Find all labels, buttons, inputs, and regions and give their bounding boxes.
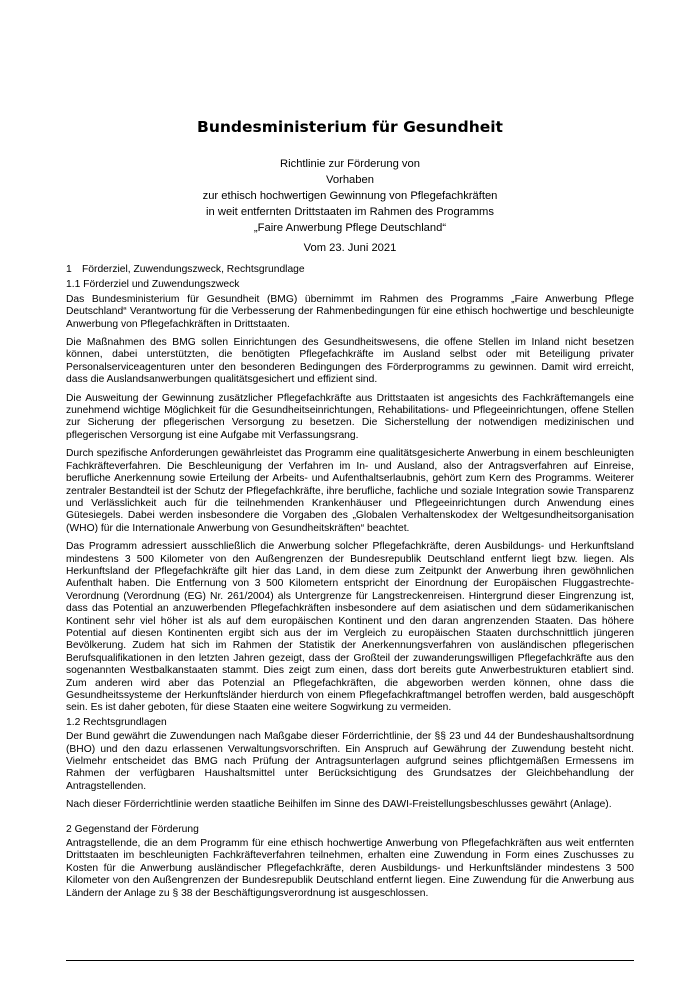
paragraph: Die Maßnahmen des BMG sollen Einrichtungen des Gesundheitswesens, die offene Stellen im Inland nicht besetzen können, dabei unterstützten, die benötigten Pflegefachkräfte im Ausland selbst oder mit Beteiligung privater Personalserviceagenturen unter den besonderen Bedingungen des Förderprogramms zu gewinnen. Damit wird erreicht, dass die Auslandsanwerbungen qualitätsgesichert und effizient sind.	[66, 337, 634, 386]
paragraph: Der Bund gewährt die Zuwendungen nach Maßgabe dieser Förderrichtlinie, der §§ 23 und 44 der Bundeshaushaltsordnung (BHO) und den dazu erlassenen Verwaltungsvorschriften. Ein Anspruch auf Gewährung der Zuwendung besteht nicht. Vielmehr entscheidet das BMG nach Prüfung der Antragsunterlagen aufgrund seines pflichtgemäßen Ermessens im Rahmen der verfügbaren Haushaltsmittel unter Berücksichtigung des Grundsatzes der Gleichbehandlung der Antragstellenden.	[66, 731, 634, 792]
title-line: zur ethisch hochwertigen Gewinnung von Pflegefachkräften	[202, 190, 498, 202]
subsection-1-1-heading: 1.1 Förderziel und Zuwendungszweck	[66, 279, 240, 291]
paragraph: Die Ausweitung der Gewinnung zusätzlicher Pflegefachkräfte aus Drittstaaten ist angesichts des Fachkräftemangels eine zunehmend wichtige Möglichkeit für die Gesundheitseinrichtungen, Rehabilitations- und Pflegeeinrichtungen, offene Stellen zur Sicherung der pflegerischen Versorgung zu besetzen. Die Sicherstellung der notwendigen medizinischen und pflegerischen Versorgung ist eine Aufgabe mit Verfassungsrang.	[66, 392, 634, 441]
subsection-1-2-heading: 1.2 Rechtsgrundlagen	[66, 716, 167, 728]
paragraph: Das Bundesministerium für Gesundheit (BMG) übernimmt im Rahmen des Programms „Faire Anwerbung Pflege Deutschland“ Verantwortung für die Verbesserung der Rahmenbedingungen für eine ethisch hochwertige und beschleunigte Anwerbung von Pflegefachkräften in Drittstaaten.	[66, 293, 634, 330]
footer-divider	[66, 960, 634, 961]
ministry-name: Bundesministerium für Gesundheit	[197, 118, 503, 136]
title-line: Richtlinie zur Förderung von	[280, 158, 420, 170]
title-line: „Faire Anwerbung Pflege Deutschland“	[253, 222, 447, 234]
paragraph: Das Programm adressiert ausschließlich die Anwerbung solcher Pflegefachkräfte, deren Ausbildungs- und Herkunftsland mindestens 3 500 Kilometer von den Außengrenzen der Bundesrepublik Deutschland entfernt liegt bzw. liegen. Als Herkunftsland der Pflegefachkräfte gilt hier das Land, in dem diese zum Zeitpunkt der Anwerbung ihren gewöhnlichen Aufenthalt haben. Die Entfernung von 3 500 Kilometern entspricht der Einordnung der Europäischen Fluggastrechte-Verordnung (Verordnung (EG) Nr. 261/2004) als Untergrenze für Langstreckenreisen. Hintergrund dieser Eingrenzung ist, dass das Potential an anzuwerbenden Pflegefachkräften insbesondere auf dem asiatischen und dem südamerikanischen Kontinent sehr viel höher ist als auf dem europäischen Kontinent und den daran angrenzenden Staaten. Das höhere Potential auf diesen Kontinenten ergibt sich aus der im Vergleich zu europäischen Staaten durchschnittlich jüngeren Bevölkerung. Zudem hat sich im Rahmen der Statistik der Anerkennungsverfahren von ausländischen pflegerischen Berufsqualifikationen in den letzten Jahren gezeigt, dass der Großteil der zuwanderungswilligen Pflegefachkräfte aus den sogenannten Westbalkanstaaten stammt. Dies zeigt zum einen, dass dort bereits gute Anwerbestrukturen etabliert sind. Zum anderen wird aber das Potenzial an Pflegefachkräften, die abgeworben werden können, ohne dass die Gesundheitssysteme der Herkunftsländer hierdurch von einem Pflegefachkraftmangel betroffen werden, bald ausgeschöpft sein. Es ist daher geboten, für diese Staaten eine weitere Sogwirkung zu vermeiden.	[66, 541, 634, 714]
section-title: Förderziel, Zuwendungszweck, Rechtsgrundlage	[82, 264, 305, 275]
section-number: 1	[66, 264, 72, 275]
paragraph: Nach dieser Förderrichtlinie werden staatliche Beihilfen im Sinne des DAWI-Freistellungsbeschlusses gewährt (Anlage).	[66, 799, 612, 811]
document-title	[0, 156, 700, 236]
section-2-heading: 2 Gegenstand der Förderung	[66, 823, 199, 835]
document-body	[66, 264, 634, 906]
title-line: Vorhaben	[326, 174, 374, 186]
title-line: in weit entfernten Drittstaaten im Rahmen des Programms	[206, 206, 494, 218]
paragraph: Durch spezifische Anforderungen gewährleistet das Programm eine qualitätsgesicherte Anwerbung in einem beschleunigten Fachkräfteverfahren. Die Beschleunigung der Verfahren im In- und Ausland, also der Antragsverfahren auf Einreise, berufliche Anerkennung sowie Erteilung der Arbeits- und Aufenthaltserlaubnis, gehört zum Kern des Programms. Weiterer zentraler Bestandteil ist der Schutz der Pflegefachkräfte, ihre berufliche, fachliche und soziale Integration sowie Transparenz und Verlässlichkeit auch für die teilnehmenden Krankenhäuser und Pflegeeinrichtungen durch Anwendung eines Gütesiegels. Dabei werden insbesondere die Vorgaben des „Globalen Verhaltenskodex der Weltgesundheitsorganisation (WHO) für die Internationale Anwerbung von Gesundheitskräften“ beachtet.	[66, 448, 634, 534]
section-1-heading	[66, 264, 634, 276]
paragraph: Antragstellende, die an dem Programm für eine ethisch hochwertige Anwerbung von Pflegefachkräften aus weit entfernten Drittstaaten im beschleunigten Fachkräfteverfahren teilnehmen, erhalten eine Zuwendung in Form eines Zuschusses zu Kosten für die Anwerbung ausländischer Pflegefachkräfte, deren Ausbildungs- und Herkunftsländer mindestens 3 500 Kilometer von den Außengrenzen der Bundesrepublik Deutschland entfernt liegen. Eine Zuwendung für die Anwerbung aus Ländern der Anlage zu § 38 der Beschäftigungsverordnung ist ausgeschlossen.	[66, 838, 634, 899]
document-date: Vom 23. Juni 2021	[303, 242, 397, 254]
